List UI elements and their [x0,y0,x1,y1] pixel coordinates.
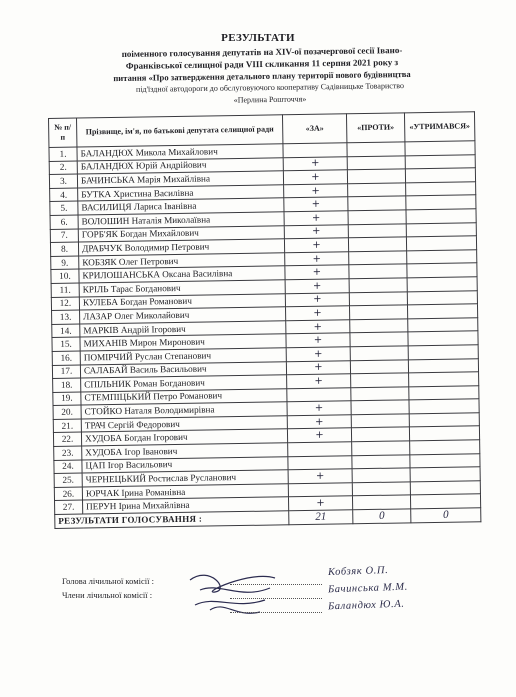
vote-abstain-cell [409,413,479,428]
row-number: 21. [53,419,81,433]
vote-against-cell [351,427,409,442]
row-number: 8. [50,242,78,256]
header-for: «ЗА» [282,114,346,144]
vote-abstain-cell [410,494,480,509]
vote-for-cell: + [287,415,351,430]
handwritten-name-3: Баландюх Ю.А. [327,598,405,613]
vote-abstain-cell [406,209,476,224]
row-number: 4. [50,188,78,202]
vote-for-cell: + [284,224,348,239]
vote-against-cell [348,196,406,211]
vote-abstain-cell [407,250,477,265]
vote-for-cell [288,483,352,498]
deputy-name: МИХАНІВ Мирон Миронович [80,334,286,351]
deputy-name: ЧЕРНЕЦЬКИЙ Ростислав Русланович [82,470,288,487]
vote-against-cell [348,183,406,198]
vote-against-cell [349,264,407,279]
row-number: 24. [54,460,82,474]
row-number: 12. [51,297,79,311]
row-number: 18. [53,378,81,392]
row-number: 6. [50,215,78,229]
vote-for-cell [288,442,352,457]
vote-abstain-cell [409,372,479,387]
row-number: 13. [52,310,80,324]
result-label: РЕЗУЛЬТАТИ ГОЛОСУВАННЯ : [55,511,289,528]
vote-for-cell: + [286,347,350,362]
vote-against-cell [350,346,408,361]
vote-against-cell [350,332,408,347]
deputy-name: КУЛЕБА Богдан Романович [79,293,285,310]
vote-for-cell: + [286,360,350,375]
row-number: 1. [49,147,77,161]
vote-against-cell [352,495,410,510]
deputy-name: ЦАП Ігор Васильович [82,456,288,473]
header-number: № п/п [49,118,77,147]
vote-for-cell: + [288,469,352,484]
subtitle-line-5: «Перлина Рошточчя» [233,94,307,105]
vote-against-cell [348,237,406,252]
vote-against-cell [348,210,406,225]
vote-abstain-cell [409,385,479,400]
vote-for-cell: + [288,496,352,511]
vote-against-cell [348,223,406,238]
vote-for-cell: + [286,333,350,348]
row-number: 5. [50,201,78,215]
row-number: 27. [55,500,83,514]
row-number: 17. [52,365,80,379]
document-title: РЕЗУЛЬТАТИ [221,32,295,44]
vote-for-cell: + [287,401,351,416]
result-against: 0 [353,509,411,524]
vote-for-cell: + [283,170,347,185]
vote-against-cell [349,278,407,293]
vote-against-cell [349,251,407,266]
vote-against-cell [349,291,407,306]
vote-against-cell [352,468,410,483]
vote-abstain-cell [408,317,478,332]
signature-line-2 [230,598,322,599]
deputy-name: ЮРЧАК Ірина Романівна [82,484,288,501]
vote-abstain-cell [407,290,477,305]
row-number: 23. [54,446,82,460]
vote-abstain-cell [408,331,478,346]
deputy-name: СПІЛЬНИК Роман Богданович [81,375,287,392]
head-of-commission-label: Голова лічильної комісії : [62,576,154,586]
row-number: 2. [49,161,77,175]
deputy-name: БАЛАНДЮХ Микола Михайлович [77,144,283,161]
signature-line-3 [230,612,322,613]
row-number: 9. [51,256,79,270]
handwritten-name-1: Кобзяк О.П. [327,564,389,579]
vote-against-cell [350,359,408,374]
vote-abstain-cell [408,345,478,360]
subtitle-line-1: поіменного голосування депутатів на XIV-ої позачергової сесії Івано- [121,45,403,59]
deputy-name: КРІЛЬ Тарас Богданович [79,280,285,297]
deputy-name: ТРАЧ Сергій Федорович [81,416,287,433]
deputy-name: БАЧИНСЬКА Марія Михайлівна [77,171,283,188]
vote-against-cell [351,400,409,415]
deputy-name: ВАСИЛИЦЯ Лариса Іванівна [78,198,284,215]
vote-abstain-cell [406,236,476,251]
signature-line-1 [230,584,322,585]
deputy-name: ХУДОБА Ігор Іванович [82,443,288,460]
header-against: «ПРОТИ» [346,113,404,143]
deputy-name: САЛАБАЙ Василь Васильович [80,361,286,378]
vote-against-cell [351,414,409,429]
row-number: 20. [53,405,81,419]
vote-abstain-cell [410,453,480,468]
handwritten-name-2: Бачинська М.М. [327,581,409,596]
subtitle-line-3: питання «Про затвердження детального плану території нового будівництва [113,68,411,84]
vote-against-cell [351,373,409,388]
vote-abstain-cell [407,263,477,278]
vote-for-cell: + [284,197,348,212]
row-number: 10. [51,269,79,283]
vote-abstain-cell [410,481,480,496]
deputy-name: ЛАЗАР Олег Миколайович [80,307,286,324]
vote-abstain-cell [408,358,478,373]
deputy-name: СТЕМПІЦЬКИЙ Петро Романович [81,388,287,405]
vote-for-cell: + [285,265,349,280]
vote-abstain-cell [406,195,476,210]
deputy-name: ПОМІРЧИЙ Руслан Степанович [80,348,286,365]
vote-abstain-cell [405,168,475,183]
vote-for-cell: + [286,320,350,335]
vote-for-cell: + [284,238,348,253]
row-number: 14. [52,324,80,338]
vote-against-cell [347,169,405,184]
vote-abstain-cell [405,154,475,169]
deputy-name: КРИЛОШАНСЬКА Оксана Василівна [79,266,285,283]
row-number: 19. [53,392,81,406]
vote-for-cell: + [284,184,348,199]
vote-against-cell [350,319,408,334]
vote-abstain-cell [409,399,479,414]
vote-for-cell [283,143,347,158]
deputy-name: БАЛАНДЮХ Юрій Андрійович [77,157,283,174]
vote-for-cell: + [287,428,351,443]
vote-for-cell: + [283,156,347,171]
result-abstain: 0 [411,508,481,523]
deputy-name: ДРАБЧУК Володимир Петрович [78,239,284,256]
vote-against-cell [352,441,410,456]
subtitle-line-2: Франківської селищної ради VIII скликання 11 серпня 2021 року з [125,57,399,71]
vote-abstain-cell [410,467,480,482]
commission-members-label: Члени лічильної комісії : [62,590,153,600]
vote-against-cell [351,387,409,402]
deputy-name: МАРКІВ Андрій Ігорович [80,321,286,338]
vote-against-cell [347,142,405,157]
row-number: 22. [53,432,81,446]
row-number: 16. [52,351,80,365]
vote-abstain-cell [405,141,475,156]
vote-against-cell [352,455,410,470]
subtitle-line-4: під'їздної автодороги до обслуговуючого кооперативу Садівницьке Товариство [135,81,405,94]
vote-abstain-cell [407,277,477,292]
vote-abstain-cell [409,426,479,441]
deputy-name: БУТКА Христина Василівна [78,185,284,202]
vote-for-cell [288,455,352,470]
header-name: Прізвище, ім'я, по батькові депутата селищної ради [77,115,283,147]
deputy-name: ВОЛОШИН Наталія Миколаївна [78,212,284,229]
vote-abstain-cell [406,222,476,237]
vote-for-cell: + [285,306,349,321]
vote-table [48,111,481,528]
deputy-name: ПЕРУН Ірина Михайлівна [83,497,289,514]
row-number: 26. [54,487,82,501]
vote-against-cell [347,155,405,170]
row-number: 7. [50,229,78,243]
vote-against-cell [352,482,410,497]
vote-abstain-cell [406,182,476,197]
vote-for-cell: + [287,374,351,389]
row-number: 15. [52,337,80,351]
row-number: 3. [49,174,77,188]
vote-for-cell: + [284,211,348,226]
deputy-name: КОБЗЯК Олег Петрович [79,253,285,270]
result-for: 21 [289,510,353,525]
signature-scribble [180,560,300,620]
vote-against-cell [349,305,407,320]
deputy-name: ХУДОБА Богдан Ігорович [81,429,287,446]
vote-abstain-cell [407,304,477,319]
row-number: 25. [54,473,82,487]
row-number: 11. [51,283,79,297]
deputy-name: ГОРБ'ЯК Богдан Михайлович [78,225,284,242]
vote-for-cell: + [285,279,349,294]
vote-for-cell: + [285,292,349,307]
deputy-name: СТОЙКО Наталя Володимирівна [81,402,287,419]
vote-for-cell: + [285,252,349,267]
vote-for-cell [287,387,351,402]
header-abstain: «УТРИМАВСЯ» [404,112,474,142]
vote-abstain-cell [410,440,480,455]
